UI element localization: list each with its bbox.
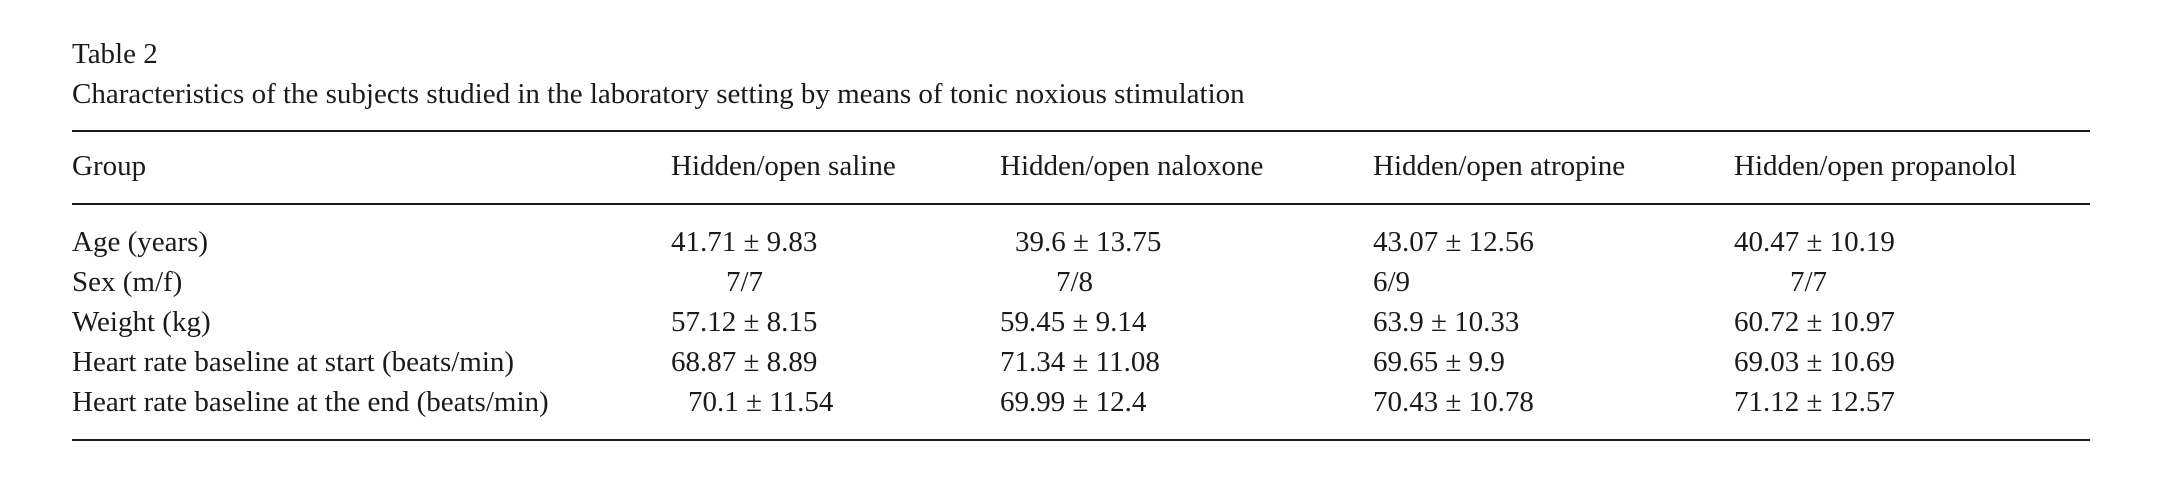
row-label-weight: Weight (kg) — [72, 306, 211, 338]
row-label-age: Age (years) — [72, 226, 209, 258]
table-cell: 57.12 ± 8.15 — [671, 306, 818, 338]
table-cell: 43.07 ± 12.56 — [1373, 226, 1534, 258]
table-header-rule — [72, 203, 2090, 205]
table-cell: 7/8 — [1056, 266, 1094, 298]
table-cell: 69.99 ± 12.4 — [1000, 386, 1147, 418]
table-cell: 59.45 ± 9.14 — [1000, 306, 1147, 338]
table-cell: 68.87 ± 8.89 — [671, 346, 818, 378]
row-label-heart-rate-end: Heart rate baseline at the end (beats/min) — [72, 386, 549, 418]
header-propanolol: Hidden/open propanolol — [1734, 150, 2017, 182]
row-label-sex: Sex (m/f) — [72, 266, 183, 298]
table-label: Table 2 — [72, 38, 158, 70]
header-naloxone: Hidden/open naloxone — [1000, 150, 1264, 182]
table-cell: 6/9 — [1373, 266, 1411, 298]
table-cell: 60.72 ± 10.97 — [1734, 306, 1895, 338]
header-saline: Hidden/open saline — [671, 150, 896, 182]
table-bottom-rule — [72, 439, 2090, 441]
table-cell: 70.43 ± 10.78 — [1373, 386, 1534, 418]
table-cell: 69.03 ± 10.69 — [1734, 346, 1895, 378]
table-cell: 7/7 — [1790, 266, 1828, 298]
table-cell: 41.71 ± 9.83 — [671, 226, 818, 258]
table-cell: 70.1 ± 11.54 — [688, 386, 834, 418]
header-atropine: Hidden/open atropine — [1373, 150, 1626, 182]
table-cell: 7/7 — [726, 266, 764, 298]
table-cell: 39.6 ± 13.75 — [1015, 226, 1162, 258]
table-cell: 71.12 ± 12.57 — [1734, 386, 1895, 418]
header-group: Group — [72, 150, 147, 182]
row-label-heart-rate-start: Heart rate baseline at start (beats/min) — [72, 346, 515, 378]
table-cell: 71.34 ± 11.08 — [1000, 346, 1160, 378]
table-cell: 69.65 ± 9.9 — [1373, 346, 1505, 378]
table-cell: 63.9 ± 10.33 — [1373, 306, 1520, 338]
table-caption: Characteristics of the subjects studied in the laboratory setting by means of tonic noxious stimulation — [72, 78, 1245, 110]
table-cell: 40.47 ± 10.19 — [1734, 226, 1895, 258]
table-caption-block — [72, 34, 1245, 114]
table-top-rule — [72, 130, 2090, 132]
